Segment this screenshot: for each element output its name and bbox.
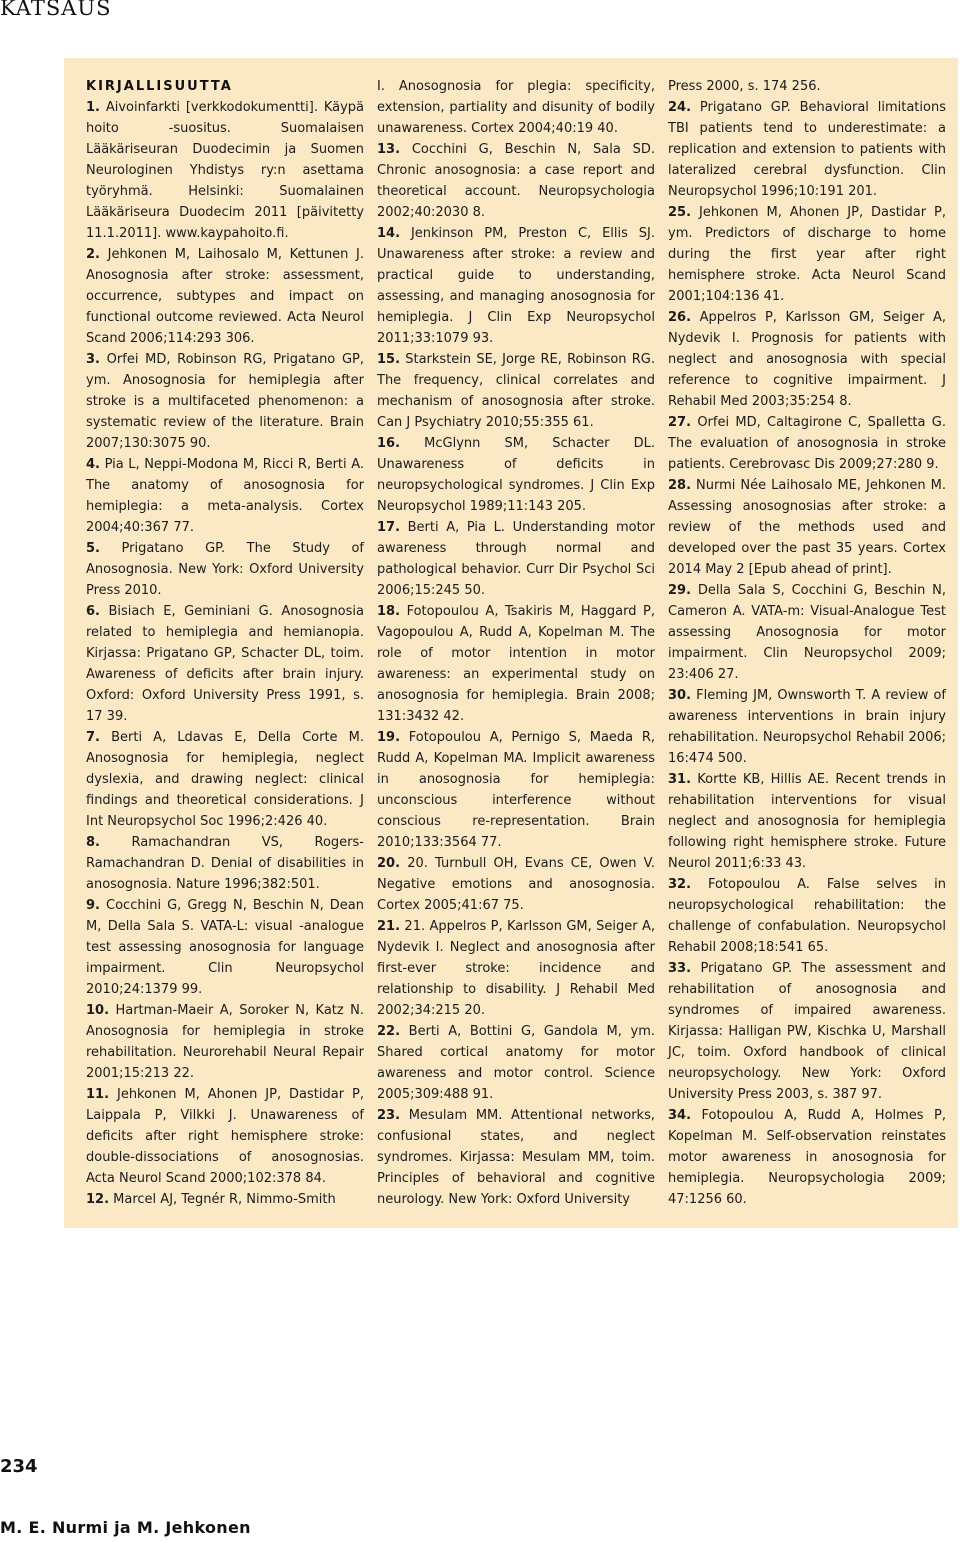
reference-number: 29.: [668, 583, 692, 598]
reference-item: [86, 727, 364, 832]
reference-text: Cocchini G, Gregg N, Beschin N, Dean M, Della Sala S. VATA-L: visual -analogue test assessing anosognosia for language impairment. Clin Neuropsychol 2010;24:1379 99.: [86, 898, 364, 997]
reference-item: [668, 97, 946, 202]
reference-list-3: [668, 76, 946, 1210]
reference-text: Mesulam MM. Attentional networks, confusional states, and neglect syndromes. Kirjassa: Mesulam MM, toim. Principles of behavioral and cognitive neurology. New York: Oxford University: [377, 1108, 655, 1207]
reference-item: [377, 349, 655, 433]
reference-number: 32.: [668, 877, 692, 892]
reference-item: [377, 139, 655, 223]
reference-number: 15.: [377, 352, 401, 367]
reference-text: Cocchini G, Beschin N, Sala SD. Chronic anosognosia: a case report and theoretical account. Neuropsychologia 2002;40:2030 8.: [377, 142, 655, 220]
reference-item: [377, 433, 655, 517]
reference-number: 6.: [86, 604, 100, 619]
reference-number: 10.: [86, 1003, 110, 1018]
reference-item: [86, 349, 364, 454]
reference-number: 19.: [377, 730, 401, 745]
reference-text: Berti A, Pia L. Understanding motor awareness through normal and pathological behavior. Curr Dir Psychol Sci 2006;15:245 50.: [377, 520, 655, 598]
reference-item: [377, 1105, 655, 1210]
reference-number: 13.: [377, 142, 401, 157]
reference-text: Appelros P, Karlsson GM, Seiger A, Nydevik I. Prognosis for patients with neglect and anosognosia with special reference to cognitive impairment. J Rehabil Med 2003;35:254 8.: [668, 310, 946, 409]
reference-text: Press 2000, s. 174 256.: [668, 79, 821, 94]
reference-text: Jehkonen M, Laihosalo M, Kettunen J. Anosognosia after stroke: assessment, occurrence, subtypes and impact on functional outcome reviewed. Acta Neurol Scand 2006;114:293 306.: [86, 247, 365, 346]
reference-item: [86, 1189, 364, 1210]
reference-item: [668, 958, 946, 1105]
reference-item: [668, 412, 946, 475]
reference-item: [668, 1105, 946, 1210]
reference-number: 20.: [377, 856, 401, 871]
reference-number: 34.: [668, 1108, 692, 1123]
reference-item: [86, 832, 364, 895]
reference-number: 12.: [86, 1192, 110, 1207]
reference-text: Jehkonen M, Ahonen JP, Dastidar P, ym. Predictors of discharge to home during the first year after right hemisphere stroke. Acta Neurol Scand 2001;104:136 41.: [668, 205, 946, 304]
reference-text: Fotopoulou A. False selves in neuropsychological rehabilitation: the challenge of confabulation. Neuropsychol Rehabil 2008;18:541 65.: [668, 877, 946, 955]
reference-text: Hartman-Maeir A, Soroker N, Katz N. Anosognosia for hemiplegia in stroke rehabilitation. Neurorehabil Neural Repair 2001;15:213 22.: [86, 1003, 364, 1081]
reference-item: [377, 853, 655, 916]
reference-text: Starkstein SE, Jorge RE, Robinson RG. The frequency, clinical correlates and mechanism of anosognosia after stroke. Can J Psychiatry 2010;55:355 61.: [377, 352, 655, 430]
reference-item: [86, 1084, 364, 1189]
reference-text: Jenkinson PM, Preston C, Ellis SJ. Unawareness after stroke: a review and practical guide to understanding, assessing, and managing anosognosia for hemiplegia. J Clin Exp Neuropsychol 2011;33:1079 93.: [377, 226, 655, 346]
reference-item: [668, 874, 946, 958]
reference-number: 22.: [377, 1024, 401, 1039]
reference-number: 28.: [668, 478, 692, 493]
reference-text: Nurmi Née Laihosalo ME, Jehkonen M. Assessing anosognosias after stroke: a review of the methods used and developed over the past 35 years. Cortex 2014 May 2 [Epub ahead of print].: [668, 478, 946, 577]
reference-number: 24.: [668, 100, 692, 115]
reference-item: [377, 601, 655, 727]
reference-number: 11.: [86, 1087, 110, 1102]
reference-item: [668, 580, 946, 685]
reference-text: McGlynn SM, Schacter DL. Unawareness of deficits in neuropsychological syndromes. J Clin Exp Neuropsychol 1989;11:143 205.: [377, 436, 655, 514]
reference-item: [668, 76, 946, 97]
reference-item: [377, 1021, 655, 1105]
reference-text: 20. Turnbull OH, Evans CE, Owen V. Negative emotions and anosognosia. Cortex 2005;41:67 75.: [377, 856, 655, 913]
reference-text: Fotopoulou A, Rudd A, Holmes P, Kopelman M. Self-observation reinstates motor awareness in anosognosia for hemiplegia. Neuropsychologia 2009; 47:1256 60.: [668, 1108, 946, 1207]
reference-item: [377, 223, 655, 349]
reference-text: Della Sala S, Cocchini G, Beschin N, Cameron A. VATA-m: Visual-Analogue Test assessing Anosognosia for motor impairment. Clin Neuropsychol 2009; 23:406 27.: [668, 583, 946, 682]
reference-text: Prigatano GP. The Study of Anosognosia. New York: Oxford University Press 2010.: [86, 541, 364, 598]
reference-text: Orfei MD, Caltagirone C, Spalletta G. The evaluation of anosognosia in stroke patients. Cerebrovasc Dis 2009;27:280 9.: [668, 415, 946, 472]
reference-number: 23.: [377, 1108, 401, 1123]
reference-text: Berti A, Bottini G, Gandola M, ym. Shared cortical anatomy for motor awareness and motor control. Science 2005;309:488 91.: [377, 1024, 655, 1102]
page-number: 234: [0, 1456, 38, 1477]
reference-number: 1.: [86, 100, 100, 115]
reference-text: 21. Appelros P, Karlsson GM, Seiger A, Nydevik I. Neglect and anosognosia after first-ever stroke: incidence and relationship to disability. J Rehabil Med 2002;34:215 20.: [377, 919, 655, 1018]
reference-item: [668, 769, 946, 874]
reference-item: [377, 916, 655, 1021]
reference-list-1: [86, 97, 364, 1210]
reference-text: Fleming JM, Ownsworth T. A review of awareness interventions in brain injury rehabilitation. Neuropsychol Rehabil 2006; 16:474 500.: [668, 688, 946, 766]
reference-item: [86, 244, 364, 349]
reference-number: 3.: [86, 352, 100, 367]
reference-text: Berti A, Ldavas E, Della Corte M. Anosognosia for hemiplegia, neglect dyslexia, and drawing neglect: clinical findings and theoretical considerations. J Int Neuropsychol Soc 1996;2:426 40.: [86, 730, 364, 829]
reference-number: 2.: [86, 247, 100, 262]
reference-text: Prigatano GP. Behavioral limitations TBI patients tend to underestimate: a replication and extension to patients with lateralized cerebral dysfunction. Clin Neuropsychol 1996;10:191 201.: [668, 100, 946, 199]
reference-item: [668, 475, 946, 580]
reference-number: 33.: [668, 961, 692, 976]
reference-number: 30.: [668, 688, 692, 703]
reference-number: 26.: [668, 310, 692, 325]
reference-number: 31.: [668, 772, 692, 787]
reference-number: 27.: [668, 415, 692, 430]
reference-number: 18.: [377, 604, 401, 619]
reference-number: 21.: [377, 919, 401, 934]
reference-item: [86, 97, 364, 244]
reference-text: I. Anosognosia for plegia: specificity, extension, partiality and disunity of bodily unawareness. Cortex 2004;40:19 40.: [377, 79, 655, 136]
reference-item: [86, 538, 364, 601]
reference-item: [668, 685, 946, 769]
reference-number: 8.: [86, 835, 100, 850]
reference-text: Orfei MD, Robinson RG, Prigatano GP, ym. Anosognosia for hemiplegia after stroke is a multifaceted phenomenon: a systematic review of the literature. Brain 2007;130:3075 90.: [86, 352, 364, 451]
reference-number: 9.: [86, 898, 100, 913]
reference-item: [86, 895, 364, 1000]
reference-item: [86, 1000, 364, 1084]
reference-text: Bisiach E, Geminiani G. Anosognosia related to hemiplegia and hemianopia. Kirjassa: Prigatano GP, Schacter DL, toim. Awareness of deficits after brain injury. Oxford: Oxford University Press 1991, s. 17 39.: [86, 604, 364, 724]
reference-text: Kortte KB, Hillis AE. Recent trends in rehabilitation interventions for visual neglect and anosognosia for hemiplegia following right hemisphere stroke. Future Neurol 2011;6:33 43.: [668, 772, 946, 871]
reference-item: [668, 202, 946, 307]
reference-item: [86, 601, 364, 727]
reference-text: Jehkonen M, Ahonen JP, Dastidar P, Laippala P, Vilkki J. Unawareness of deficits after right hemisphere stroke: double-dissociations of anosognosias. Acta Neurol Scand 2000;102:378 84.: [86, 1087, 364, 1186]
section-header: KATSAUS: [0, 0, 112, 20]
reference-number: 5.: [86, 541, 100, 556]
references-column-3: [668, 76, 946, 1210]
reference-text: Ramachandran VS, Rogers-Ramachandran D. Denial of disabilities in anosognosia. Nature 1996;382:501.: [86, 835, 364, 892]
reference-number: 25.: [668, 205, 692, 220]
reference-list-2: [377, 76, 655, 1210]
references-column-1: [86, 76, 364, 1210]
reference-item: [377, 76, 655, 139]
running-authors: M. E. Nurmi ja M. Jehkonen: [0, 1518, 251, 1537]
reference-number: 17.: [377, 520, 401, 535]
reference-item: [377, 517, 655, 601]
reference-number: 16.: [377, 436, 401, 451]
reference-text: Pia L, Neppi-Modona M, Ricci R, Berti A. The anatomy of anosognosia for hemiplegia: a meta-analysis. Cortex 2004;40:367 77.: [86, 457, 364, 535]
reference-item: [668, 307, 946, 412]
reference-text: Marcel AJ, Tegnér R, Nimmo-Smith: [113, 1192, 336, 1207]
reference-item: [86, 454, 364, 538]
reference-text: Fotopoulou A, Pernigo S, Maeda R, Rudd A, Kopelman MA. Implicit awareness in anosognosia for hemiplegia: unconscious interference without conscious re-representation. Brain 2010;133:3564 77.: [377, 730, 655, 850]
references-column-2: [377, 76, 655, 1210]
reference-number: 7.: [86, 730, 100, 745]
reference-number: 4.: [86, 457, 100, 472]
references-title: KIRJALLISUUTTA: [86, 79, 233, 94]
reference-text: Prigatano GP. The assessment and rehabilitation of anosognosia and syndromes of impaired awareness. Kirjassa: Halligan PW, Kischka U, Marshall JC, toim. Oxford handbook of clinical neuropsychology. New York: Oxford University Press 2003, s. 387 97.: [668, 961, 946, 1102]
reference-number: 14.: [377, 226, 401, 241]
reference-item: [377, 727, 655, 853]
reference-text: Fotopoulou A, Tsakiris M, Haggard P, Vagopoulou A, Rudd A, Kopelman M. The role of motor intention in motor awareness: an experimental study on anosognosia for hemiplegia. Brain 2008; 131:3432 42.: [377, 604, 655, 724]
reference-text: Aivoinfarkti [verkkodokumentti]. Käypä hoito -suositus. Suomalaisen Lääkäriseuran Duodecimin ja Suomen Neurologinen Yhdistys ry:n asettama työryhmä. Helsinki: Suomalainen Lääkäriseura Duodecim 2011 [päivitetty 11.1.2011]. www.kaypahoito.fi.: [86, 100, 364, 241]
